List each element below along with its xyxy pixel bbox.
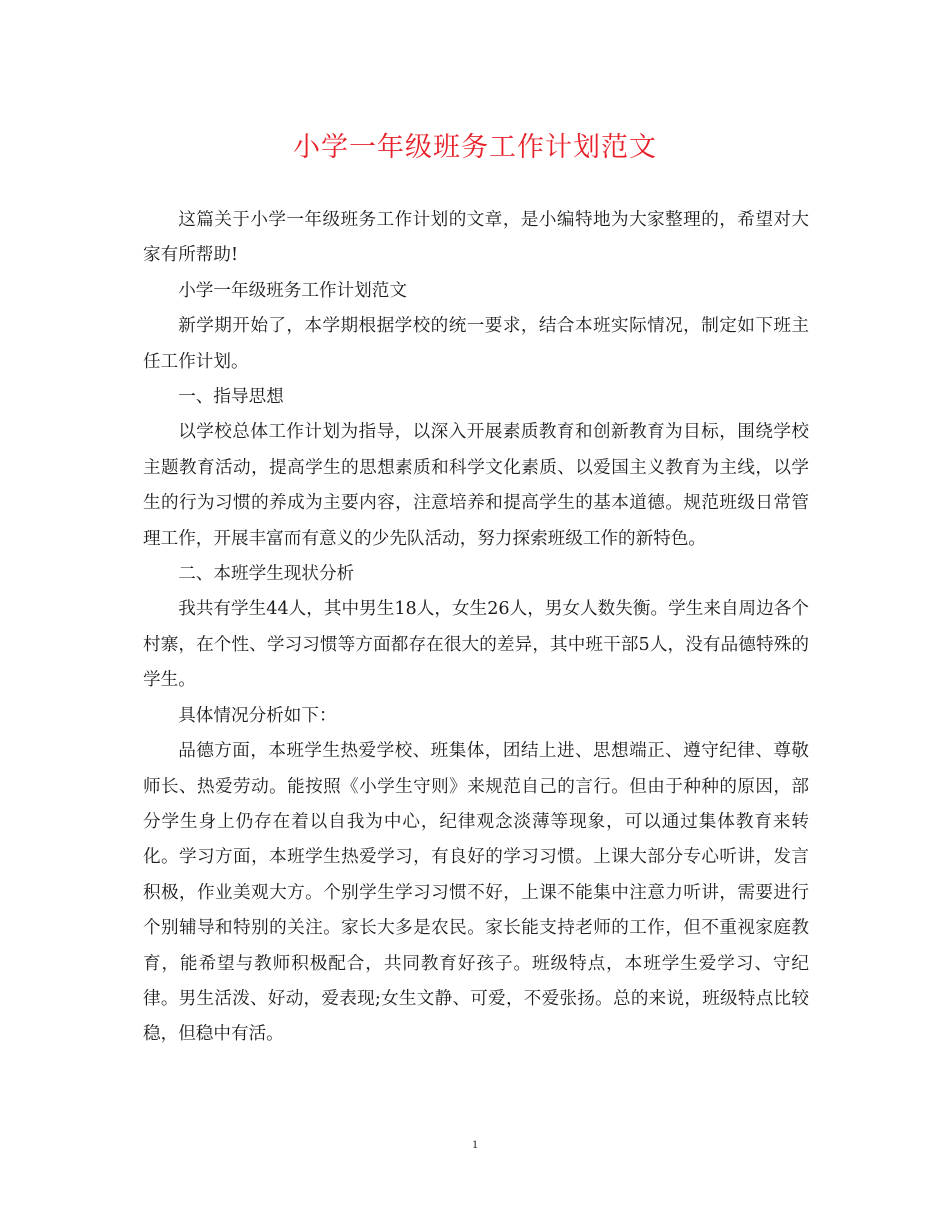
- page-number: 1: [472, 1137, 478, 1151]
- paragraph-intro: 这篇关于小学一年级班务工作计划的文章，是小编特地为大家整理的，希望对大家有所帮助!: [143, 210, 809, 266]
- paragraph-preface: 新学期开始了，本学期根据学校的统一要求，结合本班实际情况，制定如下班主任工作计划。: [143, 316, 809, 372]
- paragraph-subtitle: 小学一年级班务工作计划范文: [178, 280, 407, 301]
- document-body: [143, 203, 809, 1053]
- paragraph-detailed-analysis: 品德方面，本班学生热爱学校、班集体，团结上进、思想端正、遵守纪律、尊敬师长、热爱劳动。能按照《小学生守则》来规范自己的言行。但由于种种的原因，部分学生身上仍存在着以自我为中心，纪律观念淡薄等现象，可以通过集体教育来转化。学习方面，本班学生热爱学习，有良好的学习习惯。上课大部分专心听讲，发言积极，作业美观大方。个别学生学习习惯不好，上课不能集中注意力听讲，需要进行个别辅导和特别的关注。家长大多是农民。家长能支持老师的工作，但不重视家庭教育，能希望与教师积极配合，共同教育好孩子。班级特点，本班学生爱学习、守纪律。男生活泼、好动，爱表现;女生文静、可爱，不爱张扬。总的来说，班级特点比较稳，但稳中有活。: [143, 741, 809, 1045]
- section-heading-guiding-ideology: 一、指导思想: [178, 387, 284, 408]
- paragraph-guiding-ideology: 以学校总体工作计划为指导，以深入开展素质教育和创新教育为目标，围绕学校主题教育活动，提高学生的思想素质和科学文化素质、以爱国主义教育为主线，以学生的行为习惯的养成为主要内容，注意培养和提高学生的基本道德。规范班级日常管理工作，开展丰富而有意义的少先队活动，努力探索班级工作的新特色。: [143, 422, 809, 549]
- paragraph-analysis-lead: 具体情况分析如下：: [178, 705, 337, 726]
- section-heading-class-analysis: 二、本班学生现状分析: [178, 564, 355, 585]
- paragraph-class-overview: 我共有学生44人，其中男生18人，女生26人，男女人数失衡。学生来自周边各个村寨，在个性、学习习惯等方面都存在很大的差异，其中班干部5人，没有品德特殊的学生。: [143, 599, 809, 691]
- document-title: 小学一年级班务工作计划范文: [293, 132, 657, 163]
